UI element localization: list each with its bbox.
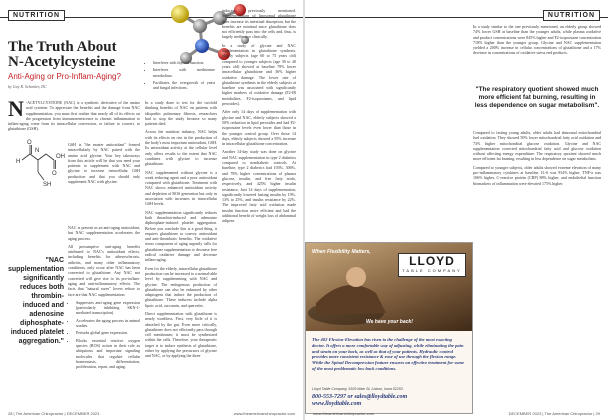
article-column-1-cont — [68, 142, 140, 187]
article-column-5 — [473, 130, 601, 189]
paragraph: In a study done to test for the twofold thinking benefits of NAC on patients with idiopathic pulmonary fibrosis, researchers had to stop the study because so many patients died. — [145, 100, 217, 127]
paragraph: Direct supplementation with glutathione is nearly worthless. First, very little of it is absorbed by the gut. Even more critically, glutathione does not efficiently pass through cell membranes; it must be synthesized within the cells. Therefore, your therapeutic target is to induce synthesis of glutathione, either by applying the precursors of glycine and NAC, or by applying the three — [145, 310, 217, 359]
paragraph: Another 14-day study was done on glycine and NAC supplementation in type 2 diabetics compared to nondiabetic controls. At baseline, type 2 diabetics had 103%, 306%, and 78% higher concentrations of plasma glucose, insulin, and free fatty acids, respectively, and 425% higher insulin resistance. Just 14 days of supplementation, significantly lowered fasting insulin by 19%, 13% to 25%, and insulin resistance by 22%. The improved fatty acid oxidation made insulin function more efficient and had the additional benefit of weight loss of abdominal adipose. — [222, 149, 296, 224]
svg-text:O: O — [52, 171, 57, 177]
footer-left-url[interactable]: www.theamericanchiropractor.com — [233, 411, 295, 416]
section-tag-left: NUTRITION — [8, 10, 65, 21]
paragraph: NAC supplemented without glycine is a weak reducing agent and a poor antioxidant compared with glutathione. Treatment with NAC shows enhanced antioxidant activity and depletion of ROS generation but only in association with increases in intracellular GSH levels. — [145, 169, 217, 207]
footer-right: DECEMBER 2023 | The American Chiropractor | 29 — [508, 411, 600, 416]
list-item: • Facilitates the overgrowth of yeast and fungal infections. — [153, 80, 215, 91]
svg-text:O: O — [27, 140, 32, 146]
pull-quote-right: "The respiratory quotient showed much more efficient fat burning, resulting in less dependence on sugar metabolism". — [474, 86, 600, 109]
paragraph: inducers previously mentioned. Supplementation of liposomal glutathione does increase its intestinal absorption, but the benefits are minimal since glutathione does not efficiently pass into the cells and, thus, is largely ineffective clinically. — [222, 8, 296, 40]
svg-text:SH: SH — [43, 182, 52, 188]
paragraph: NAC is present as an anti-aging antioxidant, but NAC supplementation accelerates the aging process. — [68, 225, 140, 241]
list-item: • Blocks essential reactive oxygen species (ROS) action in their role as ubiquitous and important signaling molecules that regulate cellular homeostasis, differentiation, proliferation, repair, and aging. — [76, 338, 140, 370]
nac-structural-formula — [14, 140, 65, 190]
list-item: • Suppresses anti-aging gene expression (particularly inhibiting SKN-1-mediated transcription). — [76, 300, 140, 316]
paragraph: Compared to younger subjects, older adults showed extreme elevation of many pro-inflammatory cytokines at baseline. IL-6 was 934% higher, TNF-a was 106% higher, C-reactive protein (CRP) 88% higher, and endothelial function biomarkers of inflammation were elevated 175% higher. — [473, 164, 601, 186]
svg-text:H: H — [16, 159, 21, 165]
article-subtitle: Anti-Aging or Pro-Inflam-Aging? — [8, 72, 121, 81]
list-item: • Interferes with thyroid function. — [153, 60, 215, 65]
section-tag-right: NUTRITION — [543, 10, 600, 21]
article-column-2 — [145, 100, 217, 362]
paragraph: Even for the elderly, intracellular glutathione production can be increased to a normal-able level by supplementing with NAC and glycine. The endogenous production of glutathione can also be enhanced by other adaptogens that induce the production of glutathione. These inducers include alpha lipoic acid, curcumin, and quercetin. — [145, 265, 217, 308]
list-item: • Accelerates the aging process in animal studies. — [76, 318, 140, 329]
paragraph: In a study of glycine and NAC supplementation in glutathione synthesis, elderly subjects (age 60 to 75 years old) compared to younger subjects (age 30 to 40 years old) showed at baseline 78% lower intracellular glutathione and 36% higher oxidative damage. The lower rate of glutathione synthesis in the elderly subjects at baseline was associated with significantly higher markers of oxidative damage (F2-IR metabolites, F2-isoprostanes, and lipid peroxides). — [222, 42, 296, 107]
lloyd-logo — [398, 253, 466, 277]
pull-quote-left: "NAC supplementation significantly reduces both thrombin-induced and adenosine diphosphate-induced platelet aggregation." — [7, 257, 64, 345]
footer-left: 28 | The American Chiropractor | DECEMBER 2023 — [8, 411, 100, 416]
article-byline: by Guy R. Schenker, DC — [8, 84, 47, 89]
lloyd-table-ad[interactable] — [305, 242, 473, 414]
footer-right-url[interactable]: www.theamericanchiropractor.com — [313, 411, 375, 416]
article-column-2-bullets — [145, 60, 215, 93]
article-column-1-cont2 — [68, 225, 140, 372]
paragraph: All presumptive anti-aging benefits attributed to NAC's antioxidant effects, including benefits for atherosclerosis, arthritis, and many other inflammatory conditions, only occur after NAC has been converted to glutathione. Any NAC not converted will give rise to its pro-inflam-aging and anti-inflammatory effects. The facts that "natural cures" lovers refuse to face are that NAC supplementation: — [68, 243, 140, 297]
article-column-1 — [8, 96, 140, 135]
list-item: • Perturbs global gene expression. — [76, 330, 140, 335]
paragraph: GSH is "the master antioxidant" formed intracellularly by NAC paired with the amino acid glycine. Your key takeaways from this article will be that you need your patients to supplement with NAC and glycine to increase intracellular GSH production and that you should only supplement NAC with glycine. — [68, 142, 140, 185]
paragraph: Across the nutrition industry, NAC helps with its effects on rise in the production of the body's most important antioxidant, GSH. Its antioxidant activity at the cellular level only offers results to the extent that NAC combines with glycine to increase glutathione. — [145, 129, 217, 167]
paragraph: NAC supplementation significantly reduces both thrombin-induced and adenosine diphosphate-induced platelet aggregation. Before you conclude this is a good thing, it requires glutathione to convey antioxidant and anti-thrombotic benefits. The oxidative stress component of aging urgently calls for glutathione supplementation to decrease free radical oxidative damage and decrease inflam-aging. — [145, 209, 217, 263]
list-item: • Interferes with methionine metabolism. — [153, 67, 215, 78]
svg-text:N: N — [35, 148, 40, 154]
article-title: The Truth About N-Acetylcysteine — [8, 39, 117, 70]
drop-cap: N — [8, 96, 24, 121]
ad-headline: When Flexibility Matters, — [312, 249, 371, 255]
ad-phone — [312, 394, 466, 408]
article-column-4 — [473, 24, 601, 59]
left-page — [0, 0, 303, 420]
article-column-3 — [222, 8, 296, 227]
paragraph: Compared to fasting young adults, older adults had abnormal mitochondrial fuel oxidation. They showed 50% lower mitochondrial fatty acid oxidation and 73% higher mitochondrial glucose oxidation. Glycine and NAC supplementation corrected mitochondrial fatty acid and glucose oxidation without affecting energy expenditure. The respiratory quotient showed much more efficient fat burning, resulting in less dependence on sugar metabolism. — [473, 130, 601, 162]
bullet-list — [68, 300, 140, 370]
ad-brand: LLOYD — [409, 254, 455, 268]
bullet-list — [145, 60, 215, 90]
paragraph: -ACETYLCYSTEINE (NAC) is a synthetic derivative of the amino acid cysteine. To appreciate the benefits and the damage from NAC supplementation, you must first realize that nearly all of its effects on the progression from immunosenescence to chronic inflammation to inflam-aging come from its intracellular conversion, or failure to convert, to glutathione (GSH). — [8, 100, 140, 132]
svg-text:OH: OH — [56, 154, 65, 160]
ad-contact: Lloyd Table Company, 9329 Main St, Lisbon, Iowa 52253 — [312, 387, 403, 391]
ad-web[interactable]: www.lloydtable.com — [312, 401, 362, 407]
ad-brand-sub: TABLE COMPANY — [402, 268, 462, 273]
ad-tagline: We have your back! — [366, 319, 413, 325]
ad-phone-line[interactable]: 800-553-7297 or sales@lloydtable.com — [312, 394, 408, 400]
paragraph: After only 14 days of supplementation with glycine and NAC, elderly subjects showed a 50% reduction in lipid peroxides and had F2-isoprostane levels even lower than those in the younger control group. Over those 14 days, elderly subjects showed a 95% increase in intracellular glutathione concentration. — [222, 109, 296, 147]
right-page — [305, 0, 608, 420]
paragraph: In a study similar to the one previously mentioned, an elderly group showed 74% lower GSH at baseline than the younger adults, while plasma oxidative and product concentrations were 845% higher and F2-isoprostane concentration 718% higher than the younger group. Glycine and NAC supplementation yielded a 200% increase in cellular concentrations of glutathione and a 17% decrease in concentrations of oxidative stress end products. — [473, 24, 601, 56]
ad-body: The 402 Flexion-Elevation has risen to the challenge of the most exacting doctor. It offers a more comfortable way of adjusting, while eliminating the pain and strain on your back, as well as that of your patients. Hydraulic control provides more consistent resistance & ease of use through the flexion range. While the Spinal Decompression feature ensures an effective treatment for some of the most problematic low back conditions. — [312, 337, 465, 371]
